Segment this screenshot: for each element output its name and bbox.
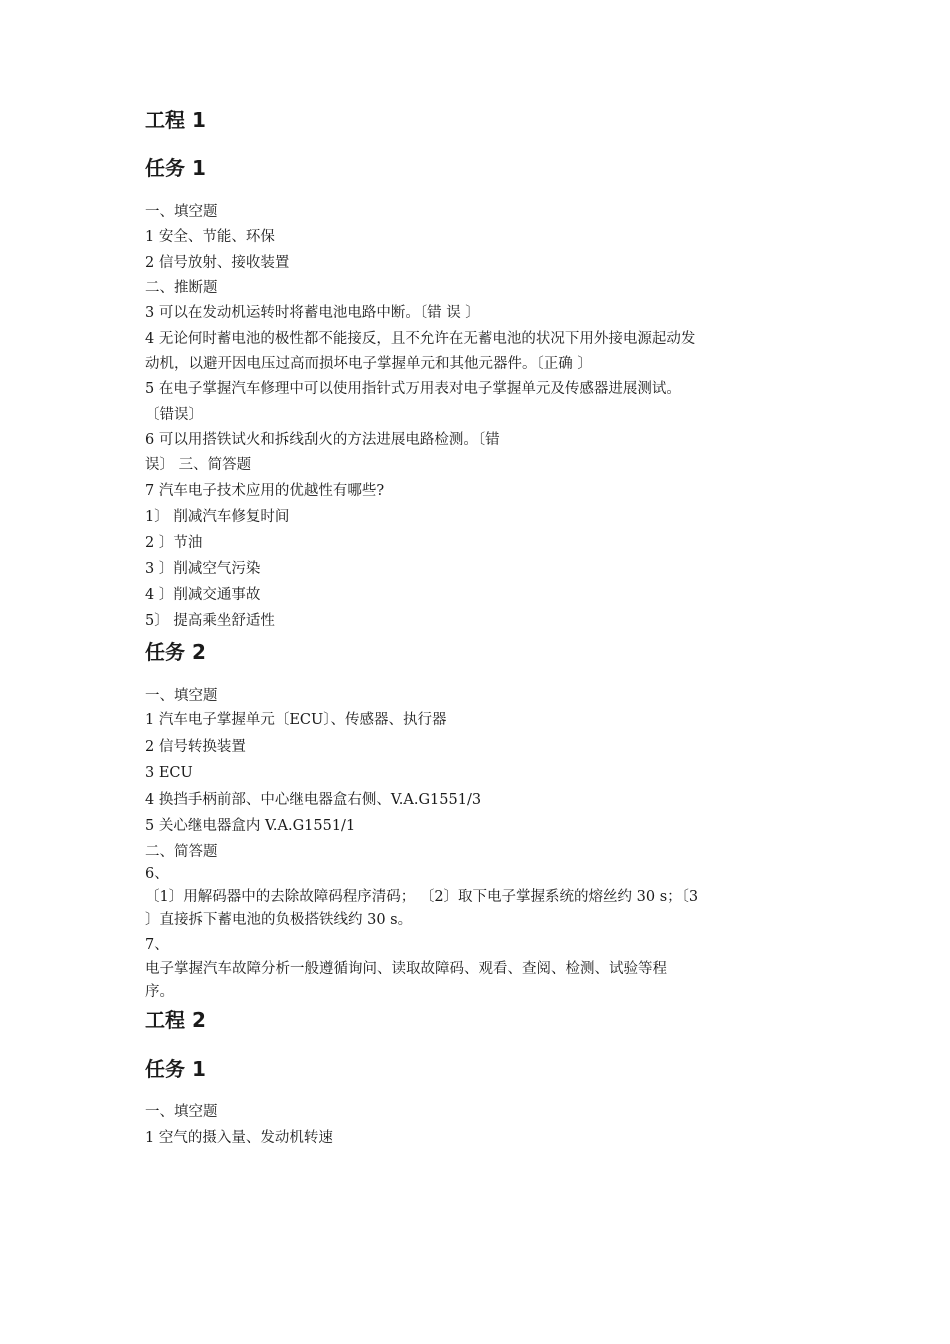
section-fill-in-blank: 一、填空题 — [145, 1104, 218, 1120]
answer-line: 2 信号放射、接收装置 — [145, 255, 290, 271]
question-number: 7、 — [145, 937, 169, 953]
answer-line: 5 关心继电器盒内 V.A.G1551/1 — [145, 818, 356, 834]
answer-line: 4 换挡手柄前部、中心继电器盒右侧、V.A.G1551/3 — [145, 792, 482, 808]
answer-line: 序。 — [145, 984, 174, 1000]
section-true-false: 二、推断题 — [145, 280, 218, 296]
answer-line: 〔错误〕 — [145, 407, 203, 423]
answer-line: 3 可以在发动机运转时将蓄电池电路中断。〔错 误 〕 — [145, 305, 480, 321]
question-number: 6、 — [145, 866, 169, 882]
list-item: 5〕 提高乘坐舒适性 — [145, 613, 275, 629]
answer-line: 〔1〕用解码器中的去除故障码程序清码； 〔2〕取下电子掌握系统的熔丝约 30 s；〔3 — [145, 889, 699, 905]
answer-line: 5 在电子掌握汽车修理中可以使用指针式万用表对电子掌握单元及传感器进展测试。 — [145, 381, 681, 397]
answer-line: 误〕 三、简答题 — [145, 457, 252, 473]
answer-line: 1 安全、节能、环保 — [145, 229, 275, 245]
question-line: 7 汽车电子技术应用的优越性有哪些? — [145, 483, 385, 499]
answer-line: 1 空气的摄入量、发动机转速 — [145, 1130, 333, 1146]
answer-line: 2 信号转换装置 — [145, 739, 246, 755]
project-1-heading: 工程 1 — [145, 108, 206, 132]
answer-line: 1 汽车电子掌握单元〔ECU〕、传感器、执行器 — [145, 712, 447, 728]
list-item: 3 〕削减空气污染 — [145, 561, 261, 577]
answer-line: 4 无论何时蓄电池的极性都不能接反，且不允许在无蓄电池的状况下用外接电源起动发 — [145, 331, 696, 347]
list-item: 2 〕节油 — [145, 535, 203, 551]
answer-line: 6 可以用搭铁试火和拆线刮火的方法进展电路检测。〔错 — [145, 432, 500, 448]
answer-line: 动机，以避开因电压过高而损坏电子掌握单元和其他元器件。〔正确 〕 — [145, 356, 592, 372]
project-2-heading: 工程 2 — [145, 1008, 206, 1032]
answer-line: 电子掌握汽车故障分析一般遵循询问、读取故障码、观看、查阅、检测、试验等程 — [145, 961, 667, 977]
task-1-heading: 任务 1 — [145, 156, 206, 180]
task-1-heading: 任务 1 — [145, 1057, 206, 1081]
list-item: 4 〕削减交通事故 — [145, 587, 261, 603]
task-2-heading: 任务 2 — [145, 640, 206, 664]
section-fill-in-blank: 一、填空题 — [145, 204, 218, 220]
section-fill-in-blank: 一、填空题 — [145, 688, 218, 704]
answer-line: 3 ECU — [145, 765, 193, 781]
section-short-answer: 二、简答题 — [145, 844, 218, 860]
list-item: 1〕 削减汽车修复时间 — [145, 509, 290, 525]
answer-line: 〕直接拆下蓄电池的负极搭铁线约 30 s。 — [145, 912, 413, 928]
